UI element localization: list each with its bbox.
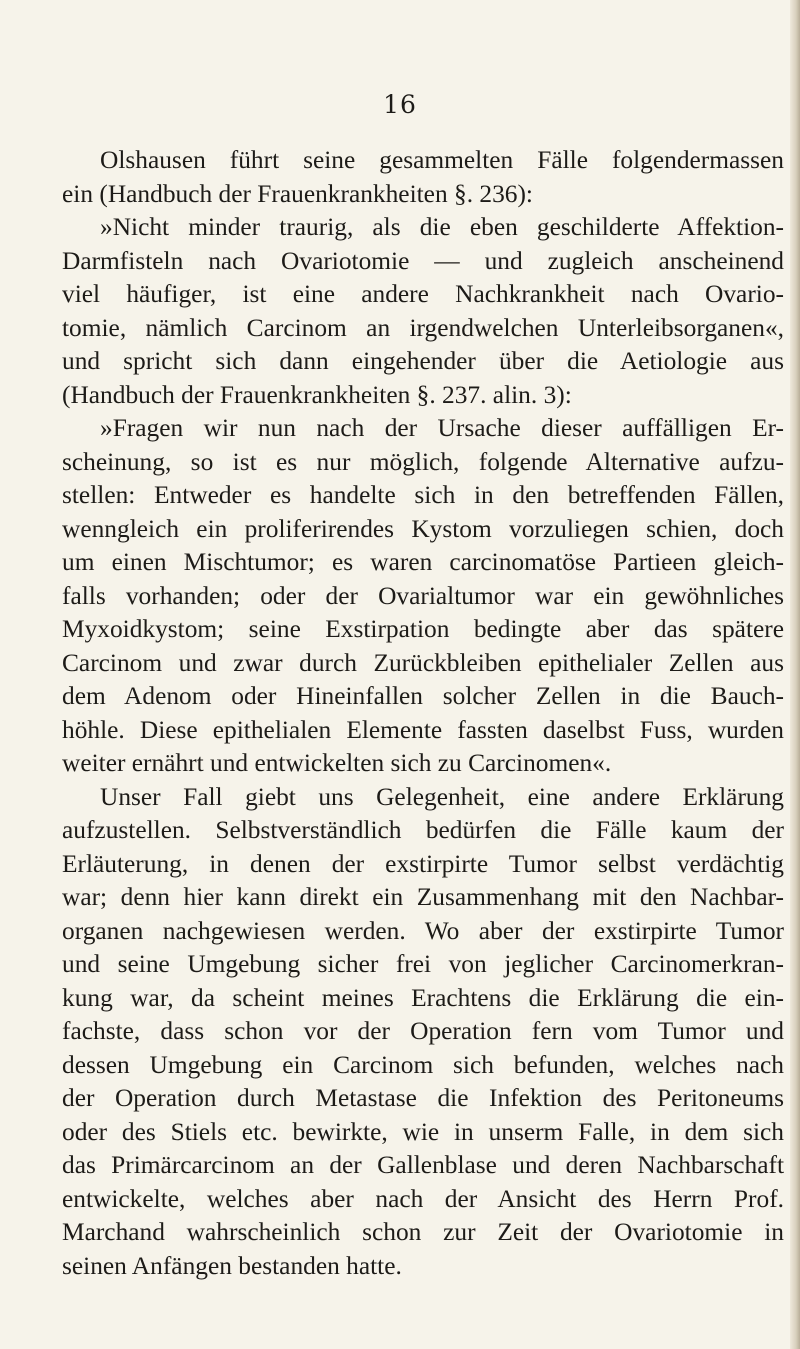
- text-line: viel häufiger, ist eine andere Nachkrankheit nach Ovario-: [62, 280, 784, 308]
- paragraph-1: [62, 144, 784, 211]
- text-line: stellen: Entweder es handelte sich in den betreffenden Fällen,: [62, 481, 784, 509]
- text-line: Darmfisteln nach Ovariotomie — und zugleich anscheinend: [62, 246, 784, 275]
- text-line: organen nachgewiesen werden. Wo aber der exstirpirte Tumor: [62, 916, 784, 945]
- text-line: aufzustellen. Selbstverständlich bedürfen die Fälle kaum der: [62, 816, 784, 844]
- text-line: das Primärcarcinom an der Gallenblase und deren Nachbarschaft: [62, 1151, 784, 1179]
- paragraph-3: [62, 412, 784, 781]
- text-line: Marchand wahrscheinlich schon zur Zeit der Ovariotomie in: [62, 1218, 784, 1246]
- paragraph-4: [62, 781, 784, 1284]
- text-line: oder des Stiels etc. bewirkte, wie in unserm Falle, in dem sich: [62, 1117, 784, 1146]
- text-line: Myxoidkystom; seine Exstirpation bedingte aber das spätere: [62, 615, 784, 643]
- text-line: falls vorhanden; oder der Ovarialtumor war ein gewöhnliches: [62, 581, 784, 610]
- text-line: ein (Handbuch der Frauenkrankheiten §. 236):: [62, 179, 533, 208]
- text-line: war; denn hier kann direkt ein Zusammenhang mit den Nachbar-: [62, 883, 784, 911]
- text-line: »Fragen wir nun nach der Ursache dieser auffälligen Er-: [100, 414, 784, 442]
- paragraph-2: [62, 211, 784, 412]
- text-line: höhle. Diese epithelialen Elemente fassten daselbst Fuss, wurden: [62, 715, 784, 744]
- page-number: 16: [383, 90, 417, 119]
- text-line: und seine Umgebung sicher frei von jeglicher Carcinomerkran-: [62, 950, 784, 978]
- text-line: Erläuterung, in denen der exstirpirte Tumor selbst verdächtig: [62, 849, 784, 878]
- text-line: wenngleich ein proliferirendes Kystom vorzuliegen schien, doch: [62, 514, 784, 543]
- text-line: weiter ernährt und entwickelten sich zu Carcinomen«.: [62, 749, 612, 777]
- text-line: Unser Fall giebt uns Gelegenheit, eine andere Erklärung: [100, 782, 784, 811]
- text-line: der Operation durch Metastase die Infektion des Peritoneums: [62, 1084, 784, 1112]
- text-line: (Handbuch der Frauenkrankheiten §. 237. alin. 3):: [62, 380, 572, 409]
- text-line: entwickelte, welches aber nach der Ansicht des Herrn Prof.: [62, 1184, 784, 1213]
- text-line: tomie, nämlich Carcinom an irgendwelchen Unterleibsorganen«,: [62, 313, 784, 342]
- text-line: Carcinom und zwar durch Zurückbleiben epithelialer Zellen aus: [62, 648, 784, 677]
- text-line: dem Adenom oder Hineinfallen solcher Zellen in die Bauch-: [62, 682, 784, 710]
- text-line: fachste, dass schon vor der Operation fern vom Tumor und: [62, 1017, 784, 1045]
- text-line: dessen Umgebung ein Carcinom sich befunden, welches nach: [62, 1050, 784, 1079]
- text-line: scheinung, so ist es nur möglich, folgende Alternative aufzu-: [62, 447, 784, 476]
- text-line: seinen Anfängen bestanden hatte.: [62, 1251, 402, 1280]
- text-line: Olshausen führt seine gesammelten Fälle folgendermassen: [100, 146, 784, 174]
- text-line: und spricht sich dann eingehender über die Aetiologie aus: [62, 347, 784, 375]
- text-line: um einen Mischtumor; es waren carcinomatöse Partieen gleich-: [62, 548, 784, 576]
- text-line: »Nicht minder traurig, als die eben geschilderte Affektion-: [100, 213, 784, 241]
- page-edge: [790, 0, 800, 1349]
- body-text: [62, 144, 784, 1283]
- text-line: kung war, da scheint meines Erachtens die Erklärung die ein-: [62, 983, 784, 1012]
